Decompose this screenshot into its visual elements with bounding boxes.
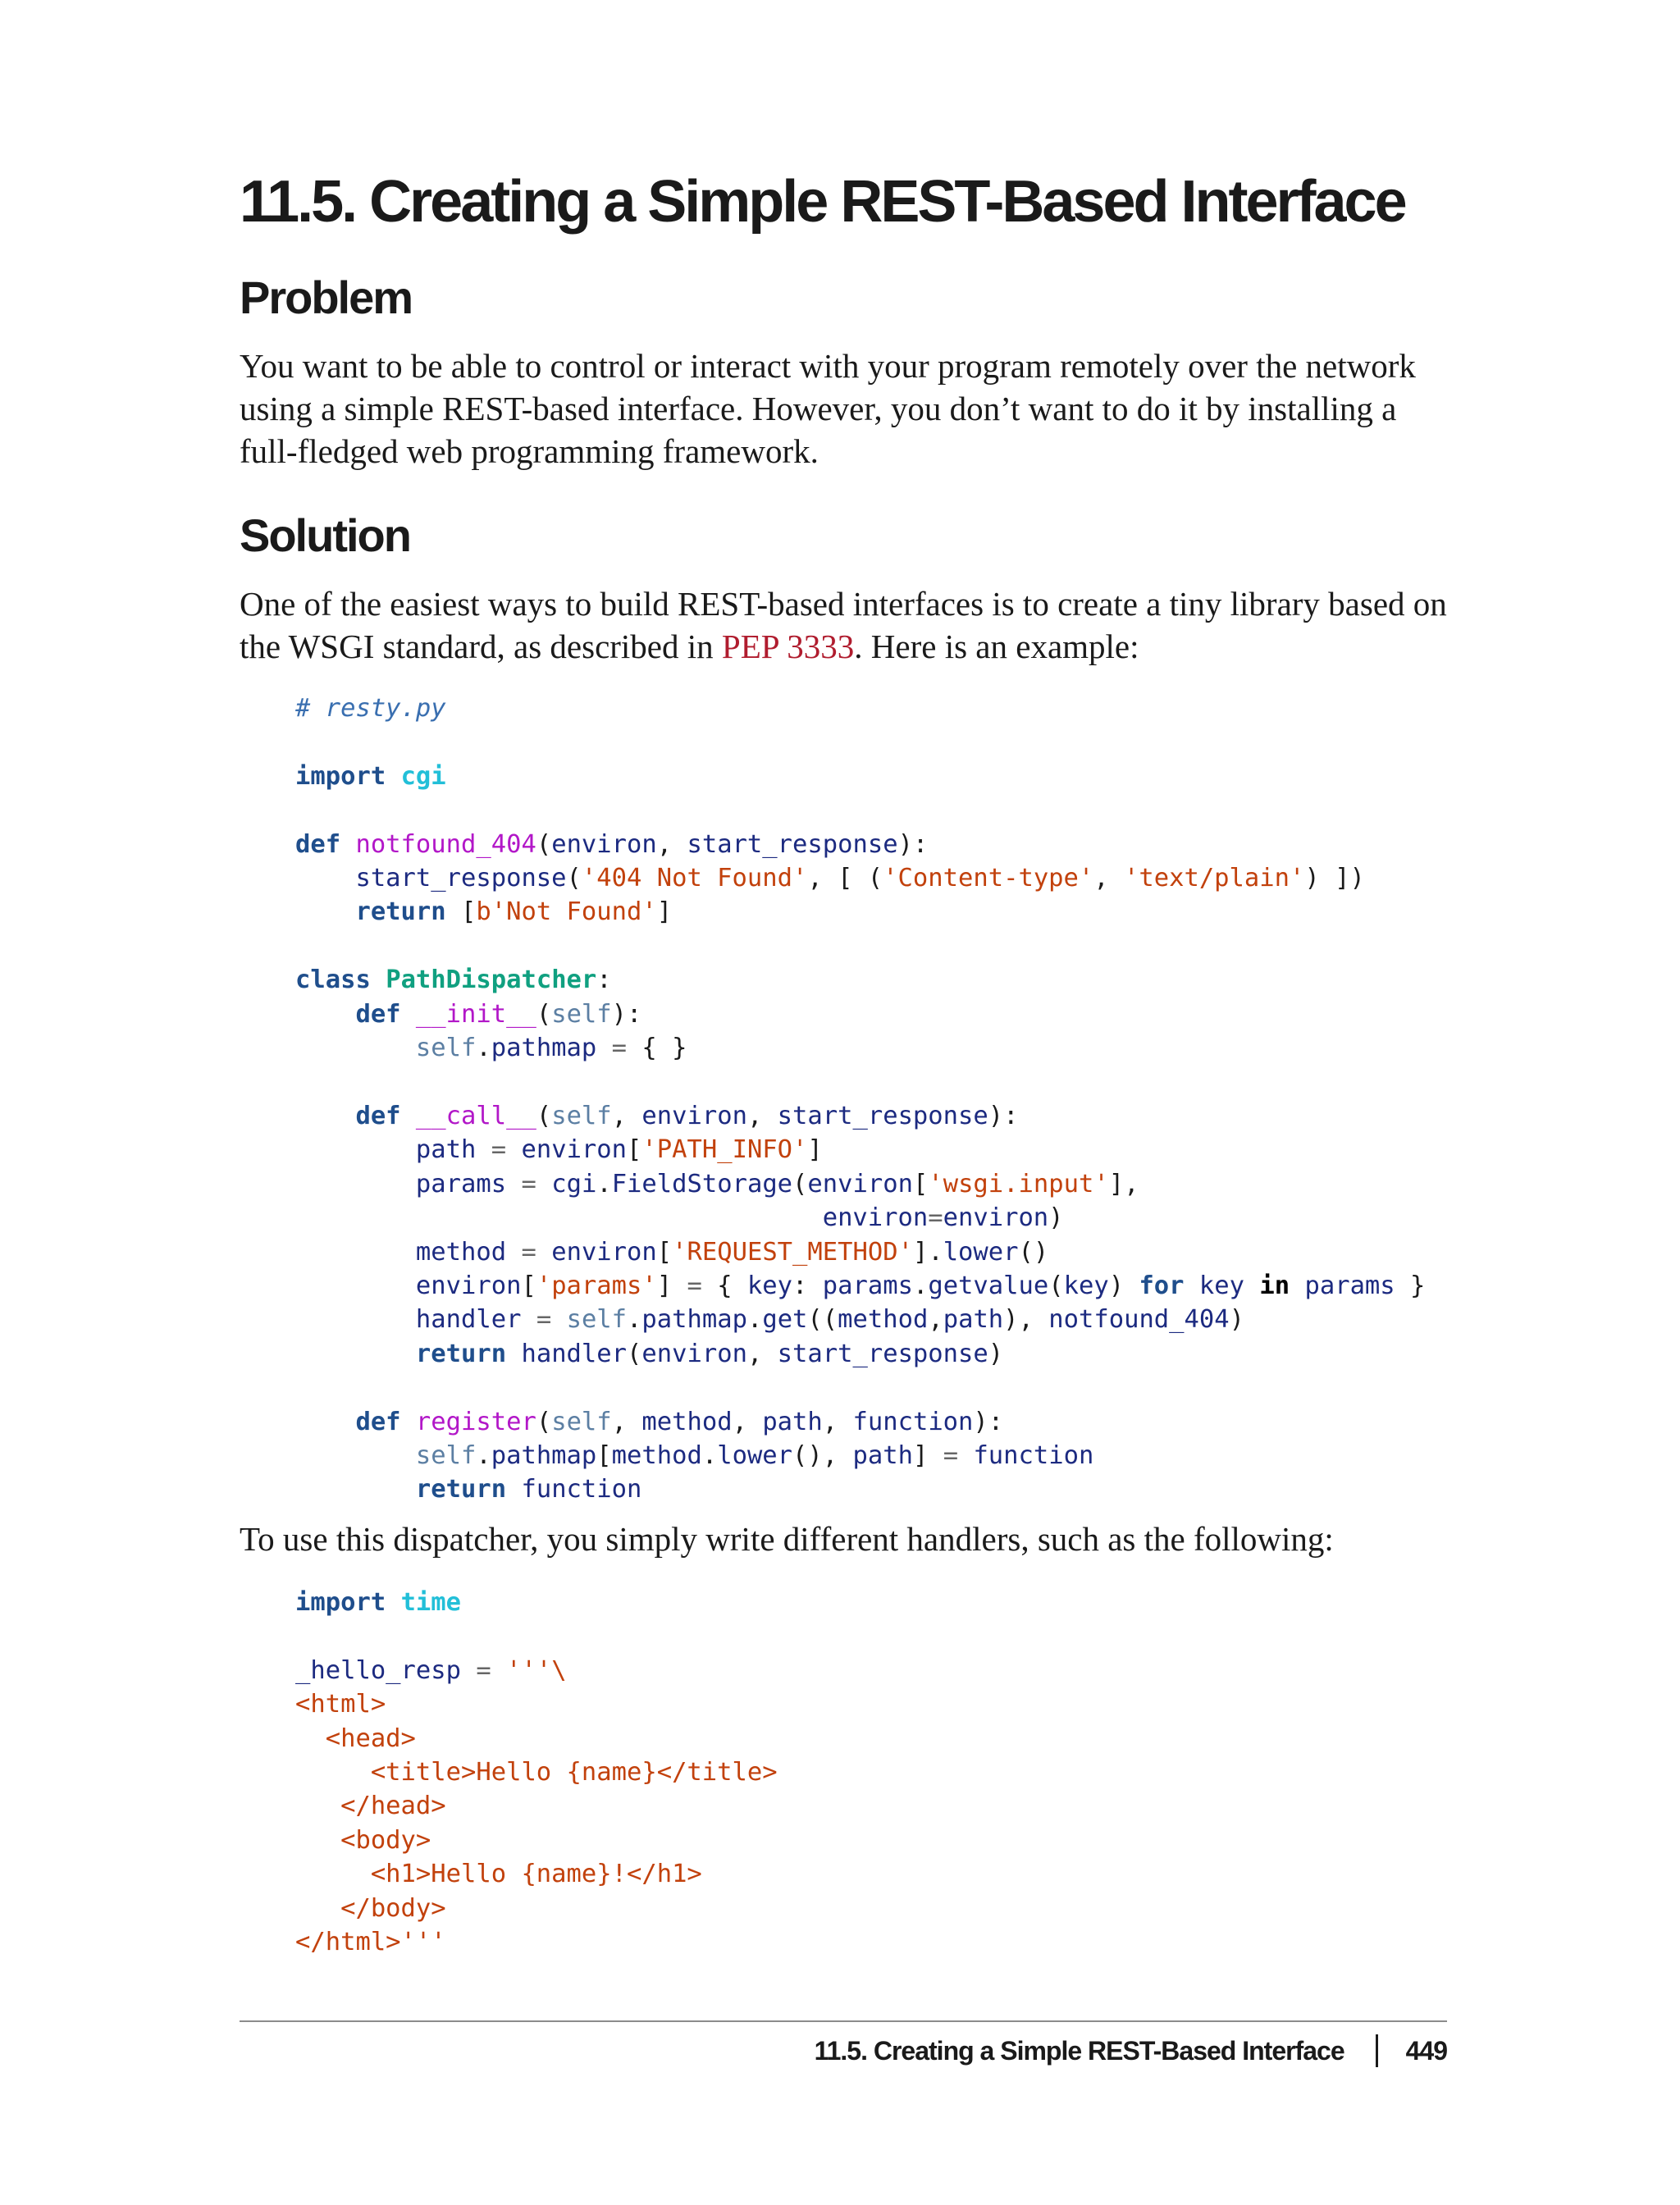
section-title: 11.5. Creating a Simple REST-Based Interface [240,169,1405,235]
code-token [295,897,355,926]
code-token: path [943,1305,1004,1335]
code-token: start_response [777,1339,988,1368]
code-line [295,1687,778,1721]
code-token [506,1475,521,1504]
code-line [295,1065,1425,1098]
code-line [295,1755,778,1789]
code-token: ( [536,1407,552,1436]
code-token [506,1135,521,1164]
code-token: : [596,966,612,995]
code-token: return [415,1339,507,1368]
code-token: in [1259,1271,1290,1300]
code-token: (( [807,1305,838,1335]
code-token: def [295,829,341,859]
code-token: function [973,1440,1094,1470]
code-line [295,998,1425,1031]
code-token [551,1305,566,1334]
code-line [295,1654,778,1687]
code-token: ], [1108,1169,1139,1198]
code-token: ( [627,1339,642,1368]
code-token: method [415,1237,507,1267]
code-token: import [295,1588,386,1617]
code-line [295,1099,1425,1133]
code-token: function [852,1407,974,1436]
code-token: key [1198,1271,1244,1300]
code-token: : [792,1271,823,1300]
solution-heading: Solution [240,509,410,561]
code-token: = [521,1169,536,1198]
code-token: method [641,1407,733,1436]
code-line [295,1405,1425,1439]
page-number: 449 [1405,2035,1447,2066]
code-token [295,1340,416,1368]
code-token: <html> [295,1690,386,1719]
code-token: ) [1048,1203,1064,1233]
code-line [295,1619,778,1653]
code-line [295,963,1425,997]
code-token: start_response [777,1101,988,1130]
code-token: lower [717,1440,793,1470]
pep-3333-link[interactable]: PEP 3333 [721,628,855,665]
code-token: , [822,1407,853,1436]
code-token: for [1139,1271,1185,1300]
code-token: ) [988,1339,1004,1368]
code-token: , [611,1407,642,1436]
code-token: register [415,1407,536,1436]
code-token: FieldStorage [611,1169,793,1198]
code-token: () [1018,1237,1049,1267]
code-token: . [627,1305,642,1335]
code-token: start_response [355,864,567,893]
code-token [295,1000,355,1029]
code-token: ] [807,1135,823,1165]
code-line [295,1337,1425,1371]
code-token: , [732,1407,763,1436]
code-block-handlers [295,1586,778,1959]
code-token [1244,1271,1259,1300]
page-footer [815,2034,1447,2067]
code-token: handler [415,1305,522,1335]
code-token: return [415,1475,507,1504]
code-token: . [701,1440,718,1470]
code-token [295,1238,416,1267]
code-line [295,1892,778,1925]
code-token: [ [656,1237,673,1267]
code-token: . [596,1169,612,1198]
code-token: ): [988,1101,1019,1130]
code-token: , [746,1339,778,1368]
code-token [401,1000,416,1029]
code-token: environ [551,1237,657,1267]
code-token: self [566,1305,628,1335]
code-token: get [762,1305,808,1335]
code-token: <body> [295,1825,431,1855]
problem-heading: Problem [240,272,413,323]
code-token: return [355,897,446,927]
code-token: # resty.py [295,694,446,723]
code-line [295,1439,1425,1472]
code-token: [ [912,1169,929,1198]
code-token: [ [596,1440,612,1470]
code-token: { } [627,1034,687,1063]
code-token: ): [897,829,929,859]
code-line [295,1269,1425,1303]
code-token: { [701,1271,747,1300]
code-token: pathmap [491,1440,597,1470]
code-line [295,692,1425,725]
code-token [295,1170,416,1198]
code-line [295,725,1425,759]
code-line [295,1031,1425,1065]
code-token: getvalue [928,1271,1049,1300]
code-token [371,966,386,994]
code-token: [ [627,1135,642,1165]
code-token: environ [521,1135,628,1165]
code-line [295,1167,1425,1201]
code-line [295,1133,1425,1166]
code-token: environ [822,1203,929,1233]
code-token [386,762,400,791]
code-token: ]. [912,1237,943,1267]
problem-paragraph: You want to be able to control or interact with your program remotely over the network using a simple REST-based interface. However, you don’t want to do it by installing a full-fledged web programming framework. [240,347,1416,470]
footer-section-title: 11.5. Creating a Simple REST-Based Interface [814,2035,1344,2066]
code-token: ) [1229,1305,1244,1335]
code-block-resty [295,692,1425,1507]
code-token [295,1034,416,1062]
code-token: environ [551,829,657,859]
code-token: self [551,1407,612,1436]
code-token [506,1170,521,1198]
code-token: path [762,1407,823,1436]
code-token: pathmap [641,1305,747,1335]
code-line [295,1303,1425,1336]
code-token: = [943,1440,959,1470]
code-token: </html>''' [295,1928,446,1957]
code-line [295,1824,778,1857]
code-token: ) [1108,1271,1139,1300]
between-paragraph: To use this dispatcher, you simply write different handlers, such as the following: [240,1520,1334,1558]
code-token: ] [912,1440,943,1470]
code-line [295,929,1425,963]
code-line [295,1235,1425,1269]
code-token: time [400,1588,462,1617]
code-token [506,1340,521,1368]
code-line [295,1371,1425,1404]
code-token: self [415,1034,477,1063]
code-token: </body> [295,1893,446,1923]
code-token [386,1588,400,1617]
code-token [295,1408,355,1436]
code-token: notfound_404 [355,829,536,859]
code-token [536,1238,551,1267]
code-token: environ [641,1101,747,1130]
code-token: ] [656,1271,687,1300]
code-token: params [415,1169,507,1198]
code-line [295,1789,778,1823]
code-token: = [491,1135,507,1165]
code-token: 'wsgi.input' [928,1169,1109,1198]
code-line [295,1857,778,1891]
code-token: PathDispatcher [386,966,597,995]
code-token: ( [536,829,552,859]
code-token: ), [1003,1305,1049,1335]
code-token: ): [973,1407,1004,1436]
code-token: 'Content-type' [883,864,1094,893]
code-token: b'Not Found' [476,897,657,927]
code-token: self [551,999,612,1029]
code-token: ): [611,999,642,1029]
code-token: '''\ [506,1655,567,1685]
code-token: = [521,1237,536,1267]
code-token: function [521,1475,642,1504]
code-token: def [355,1101,401,1130]
footer-separator [1376,2034,1378,2067]
code-line [295,1925,778,1959]
code-token [958,1441,973,1470]
code-token: </head> [295,1792,446,1821]
code-token: ( [1048,1271,1064,1300]
code-token [1290,1271,1304,1300]
solution-text-after: . Here is an example: [854,628,1139,665]
code-token: [ [521,1271,536,1300]
code-token: method [611,1440,702,1470]
footer-divider [240,2020,1447,2022]
code-token: def [355,999,401,1029]
code-token: _hello_resp [295,1655,461,1685]
code-token: notfound_404 [1048,1305,1230,1335]
code-token: } [1395,1271,1426,1300]
code-line [295,861,1425,895]
code-token: ] [656,897,673,927]
code-token: environ [943,1203,1049,1233]
code-token: cgi [551,1169,597,1198]
code-token: __call__ [415,1101,536,1130]
code-token: , [1093,864,1124,893]
code-token: ( [536,999,552,1029]
code-token: self [415,1440,477,1470]
code-line [295,793,1425,827]
code-line [295,828,1425,861]
code-line [295,760,1425,793]
code-token: params [1304,1271,1395,1300]
code-token [340,830,355,859]
code-token [1185,1271,1199,1300]
code-token: def [355,1407,401,1436]
code-token [506,1238,521,1267]
code-token: key [746,1271,793,1300]
code-token [461,1656,476,1685]
code-token: 'REQUEST_METHOD' [672,1237,913,1267]
code-token: '404 Not Found' [581,864,808,893]
code-token: __init__ [415,999,536,1029]
code-line [295,1472,1425,1506]
code-token: cgi [400,761,446,791]
code-token: = [687,1271,702,1300]
code-token: path [852,1440,913,1470]
code-token [295,1102,355,1130]
code-token [295,1441,416,1470]
code-token: = [611,1034,628,1063]
code-token [295,1475,416,1504]
code-token [401,1102,416,1130]
code-token: start_response [687,829,898,859]
code-token: , [611,1101,642,1130]
solution-text-before: One of the easiest ways to build REST-based interfaces is to create a tiny library based on the WSGI standard, as described in [240,585,1447,665]
code-token: self [551,1101,612,1130]
code-token: class [295,966,371,995]
code-token: , [928,1305,943,1335]
code-token: ( [566,864,582,893]
code-token: handler [521,1339,628,1368]
code-token: = [928,1203,943,1233]
code-token: path [415,1135,477,1165]
code-token: <h1>Hello {name}!</h1> [295,1860,702,1889]
code-token: ) ]) [1304,864,1365,893]
code-token: = [536,1305,552,1335]
code-token: lower [943,1237,1019,1267]
code-token: method [838,1305,929,1335]
code-token [521,1305,536,1334]
code-token: [ [445,897,477,927]
code-token: . [912,1271,929,1300]
code-token: , [ ( [807,864,883,893]
code-line [295,895,1425,929]
code-token: = [476,1655,491,1685]
code-token [295,1203,823,1232]
code-token: , [746,1101,778,1130]
code-line [295,1586,778,1619]
code-token: , [656,829,687,859]
code-token: <head> [295,1723,416,1753]
code-token: ( [792,1169,808,1198]
code-token: . [476,1440,491,1470]
code-token [295,1271,416,1300]
code-token: environ [807,1169,913,1198]
code-token: ( [536,1101,552,1130]
code-token [476,1135,491,1164]
code-token: environ [415,1271,522,1300]
code-token: key [1063,1271,1109,1300]
code-token [596,1034,611,1062]
code-token [491,1656,506,1685]
code-token [295,1305,416,1334]
code-token: (), [792,1440,853,1470]
code-token: 'params' [536,1271,657,1300]
code-token [295,1135,416,1164]
code-line [295,1201,1425,1235]
code-token: . [746,1305,763,1335]
code-token: import [295,761,386,791]
solution-paragraph [240,582,1447,668]
code-token: . [476,1034,491,1063]
code-token: pathmap [491,1034,597,1063]
code-token: environ [641,1339,747,1368]
code-token: 'text/plain' [1124,864,1305,893]
code-token [295,864,355,892]
code-token [401,1408,416,1436]
code-token: <title>Hello {name}</title> [295,1758,778,1787]
code-token [536,1170,551,1198]
code-line [295,1722,778,1755]
code-token: params [822,1271,913,1300]
code-token: 'PATH_INFO' [641,1135,808,1165]
